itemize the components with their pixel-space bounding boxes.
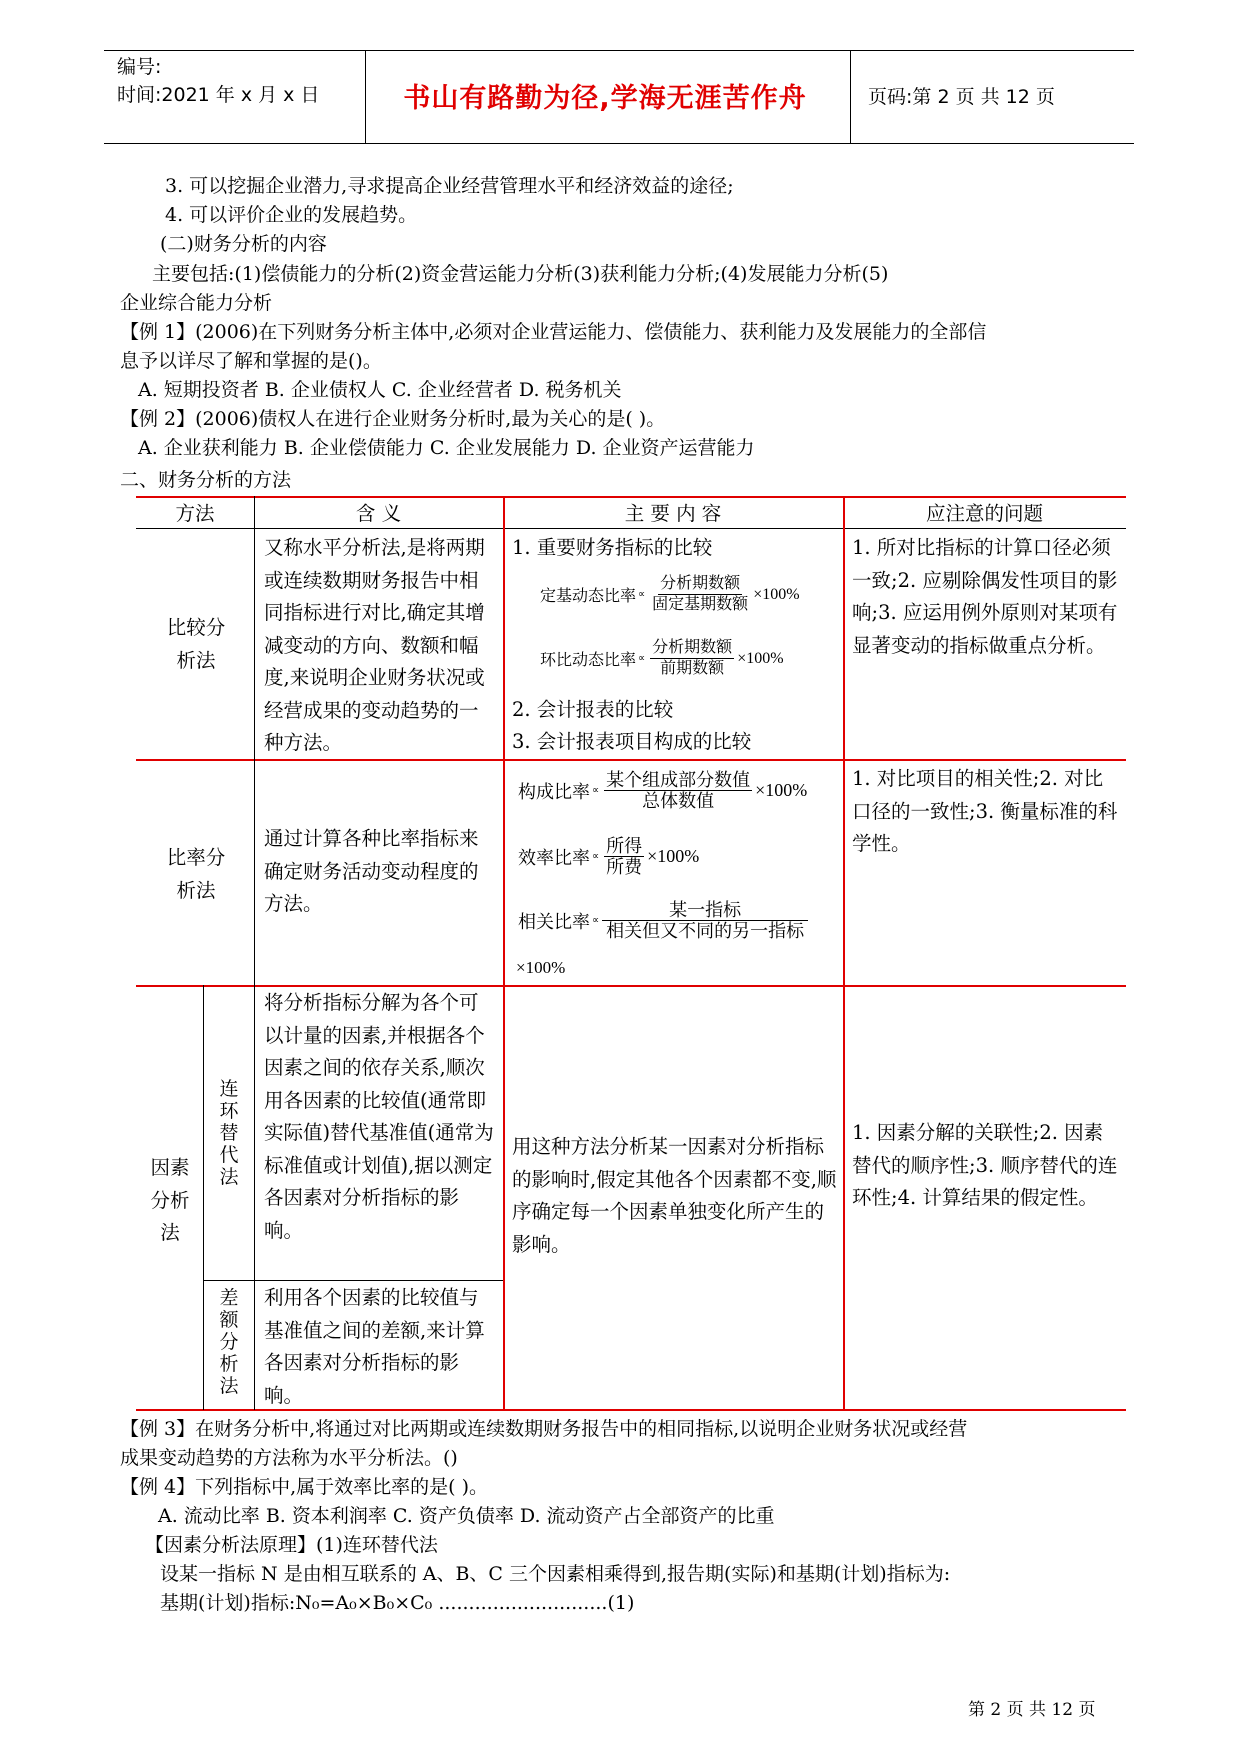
formula-pct: ×100% bbox=[516, 958, 566, 977]
submethod-difference: 差额分析法 bbox=[219, 1287, 239, 1397]
method-comparative: 比较分析法 bbox=[166, 616, 226, 672]
header-divider bbox=[850, 50, 851, 143]
formula-correlation-ratio: 相关比率 ∝ $\frac{\text{某一指标}}{\text{相关但又不同的另一指标}}$ bbox=[518, 900, 809, 941]
body-line: 3. 可以挖掘企业潜力,寻求提高企业经营管理水平和经济效益的途径; bbox=[165, 175, 734, 197]
meaning-difference: 利用各个因素的比较值与基准值之间的差额,来计算各因素对分析指标的影响。 bbox=[264, 1286, 485, 1407]
meaning-ratio: 通过计算各种比率指标来确定财务活动变动程度的方法。 bbox=[264, 827, 479, 915]
method-ratio: 比率分析法 bbox=[166, 846, 226, 902]
example-question: 【例 4】下列指标中,属于效率比率的是( )。 bbox=[120, 1476, 489, 1498]
answer-options: A. 企业获利能力 B. 企业偿债能力 C. 企业发展能力 D. 企业资产运营能力 bbox=[138, 437, 755, 459]
method-factor: 因素分析法 bbox=[150, 1156, 190, 1244]
doc-number-label: 编号: bbox=[117, 56, 162, 78]
formula-fixed-base-ratio: 定基动态比率 ∝ $\frac{\text{分析期数额}}{\text{固定基期数额}}$ ×100% bbox=[540, 575, 800, 613]
formula-chain-ratio: 环比动态比率 ∝ $\frac{\text{分析期数额}}{\text{前期数额}}$ ×100% bbox=[540, 639, 784, 677]
formula-efficiency-ratio: 效率比率 ∝ $\frac{\text{所得}}{\text{所费}}$ ×100% bbox=[518, 836, 700, 877]
answer-options: A. 流动比率 B. 资本利润率 C. 资产负债率 D. 流动资产占全部资产的比重 bbox=[158, 1505, 775, 1527]
page-footer: 第 2 页 共 12 页 bbox=[968, 1700, 1096, 1720]
content-factor: 用这种方法分析某一因素对分析指标的影响时,假定其他各个因素都不变,顺序确定每一个因素单独变化所产生的影响。 bbox=[512, 1135, 837, 1256]
example-question: 【例 2】(2006)债权人在进行企业财务分析时,最为关心的是( )。 bbox=[120, 408, 666, 430]
col-header-method: 方法 bbox=[175, 502, 215, 525]
body-line: 4. 可以评价企业的发展趋势。 bbox=[165, 204, 418, 226]
content-item: 2. 会计报表的比较 bbox=[512, 698, 674, 721]
header-page-info: 页码:第 2 页 共 12 页 bbox=[868, 86, 1055, 108]
formula-line: 基期(计划)指标:N₀=A₀×B₀×C₀ ............................(1) bbox=[160, 1592, 635, 1614]
body-line: 主要包括:(1)偿债能力的分析(2)资金营运能力分析(3)获利能力分析;(4)发展能力分析(5) bbox=[152, 263, 889, 285]
formula-composition-ratio: 构成比率 ∝ $\frac{\text{某个组成部分数值}}{\text{总体数值}}$ ×100% bbox=[518, 770, 808, 811]
col-header-meaning: 含 义 bbox=[355, 502, 402, 525]
section-heading: 二、财务分析的方法 bbox=[120, 469, 292, 491]
submethod-chain-substitution: 连环替代法 bbox=[219, 1078, 239, 1188]
example-question: 息予以详尽了解和掌握的是()。 bbox=[120, 350, 382, 372]
doc-time-label: 时间:2021 年 x 月 x 日 bbox=[117, 84, 320, 106]
content-item: 1. 重要财务指标的比较 bbox=[512, 536, 713, 559]
meaning-comparative: 又称水平分析法,是将两期或连续数期财务报告中相同指标进行对比,确定其增减变动的方向、数额和幅度,来说明企业财务状况或经营成果的变动趋势的一种方法。 bbox=[264, 536, 485, 754]
example-question: 【例 3】在财务分析中,将通过对比两期或连续数期财务报告中的相同指标,以说明企业财务状况或经营 bbox=[120, 1418, 968, 1440]
section-heading: (二)财务分析的内容 bbox=[160, 233, 327, 255]
body-line: 企业综合能力分析 bbox=[120, 292, 273, 314]
col-header-content: 主 要 内 容 bbox=[624, 502, 722, 525]
notes-ratio: 1. 对比项目的相关性;2. 对比口径的一致性;3. 衡量标准的科学性。 bbox=[852, 767, 1118, 855]
header-divider bbox=[365, 50, 366, 143]
col-header-notes: 应注意的问题 bbox=[925, 502, 1043, 525]
notes-comparative: 1. 所对比指标的计算口径必须一致;2. 应剔除偶发性项目的影响;3. 应运用例外原则对某项有显著变动的指标做重点分析。 bbox=[852, 536, 1118, 657]
body-line: 设某一指标 N 是由相互联系的 A、B、C 三个因素相乘得到,报告期(实际)和基期(计划)指标为: bbox=[160, 1563, 951, 1585]
section-heading: 【因素分析法原理】(1)连环替代法 bbox=[145, 1534, 438, 1556]
example-question: 【例 1】(2006)在下列财务分析主体中,必须对企业营运能力、偿债能力、获利能力及发展能力的全部信 bbox=[120, 321, 987, 343]
example-question: 成果变动趋势的方法称为水平分析法。() bbox=[120, 1447, 458, 1469]
header-motto: 书山有路勤为径,学海无涯苦作舟 bbox=[403, 83, 807, 114]
answer-options: A. 短期投资者 B. 企业债权人 C. 企业经营者 D. 税务机关 bbox=[138, 379, 622, 401]
meaning-chain-substitution: 将分析指标分解为各个可以计量的因素,并根据各个因素之间的依存关系,顺次用各因素的比较值(通常即实际值)替代基准值(通常为标准值或计划值),据以测定各因素对分析指标的影响。 bbox=[264, 991, 494, 1242]
notes-factor: 1. 因素分解的关联性;2. 因素替代的顺序性;3. 顺序替代的连环性;4. 计算结果的假定性。 bbox=[852, 1121, 1118, 1209]
content-item: 3. 会计报表项目构成的比较 bbox=[512, 730, 752, 753]
